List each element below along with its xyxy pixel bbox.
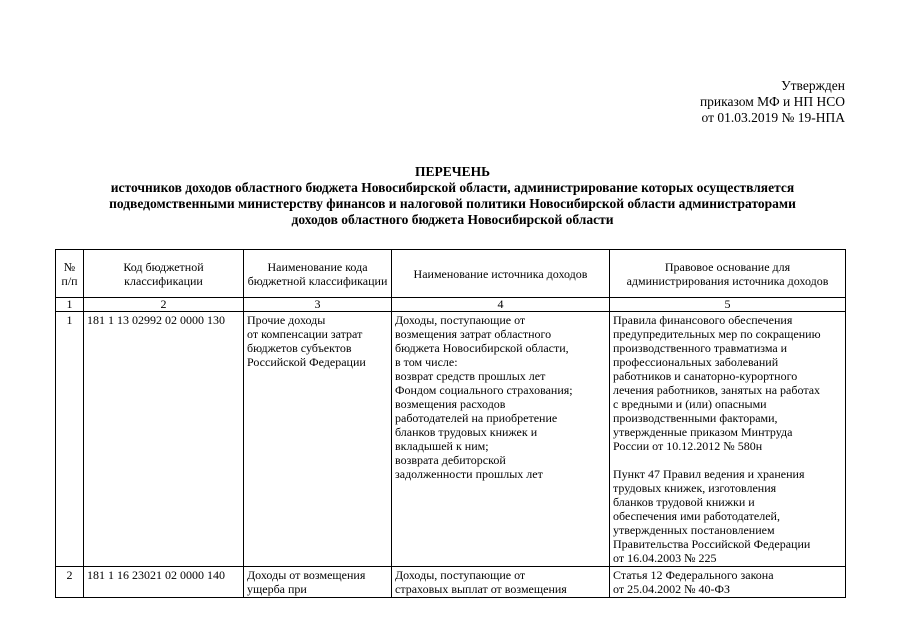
text-line: профессиональных заболеваний <box>613 355 779 369</box>
text-line: с вредными и (или) опасными <box>613 397 767 411</box>
text-line: от 25.04.2002 № 40-ФЗ <box>613 582 731 596</box>
text-line: бюджета Новосибирской области, <box>395 341 569 355</box>
text-line: бланков трудовой книжки и <box>613 495 755 509</box>
column-number: 4 <box>392 298 610 312</box>
text-line: вкладышей к ним; <box>395 439 489 453</box>
text-line: работодателей на приобретение <box>395 411 558 425</box>
text-line: Доходы от возмещения <box>247 568 366 582</box>
row-code: 181 1 13 02992 02 0000 130 <box>84 312 244 567</box>
approval-stamp <box>700 78 845 126</box>
income-sources-table <box>55 249 846 598</box>
document-heading <box>40 164 865 228</box>
text-line: предупредительных мер по сокращению <box>613 327 821 341</box>
text-line: Правила финансового обеспечения <box>613 313 793 327</box>
text-line: России от 10.12.2012 № 580н <box>613 439 763 453</box>
text-line: обеспечения ими работодателей, <box>613 509 780 523</box>
text-line: Доходы, поступающие от <box>395 313 526 327</box>
row-code: 181 1 16 23021 02 0000 140 <box>84 567 244 598</box>
text-line: от 16.04.2003 № 225 <box>613 551 717 565</box>
text-line: Пункт 47 Правил ведения и хранения <box>613 467 805 481</box>
text-line: утвержденные приказом Минтруда <box>613 425 793 439</box>
text-line: утвержденных постановлением <box>613 523 775 537</box>
row-legal-basis <box>610 567 846 598</box>
text-line: трудовых книжек, изготовления <box>613 481 777 495</box>
text-line: бюджетов субъектов <box>247 341 352 355</box>
approval-line: от 01.03.2019 № 19-НПА <box>701 110 845 125</box>
text-line: Российской Федерации <box>247 355 366 369</box>
header-source: Наименование источника доходов <box>392 250 610 298</box>
header-number: № п/п <box>56 250 84 298</box>
header-code-name: Наименование кода бюджетной классификации <box>244 250 392 298</box>
row-source <box>392 567 610 598</box>
text-line: возврата дебиторской <box>395 453 506 467</box>
row-legal-basis <box>610 312 846 567</box>
text-line: Статья 12 Федерального закона <box>613 568 774 582</box>
approval-line: Утвержден <box>781 78 845 93</box>
text-line: Прочие доходы <box>247 313 326 327</box>
row-source <box>392 312 610 567</box>
row-code-name <box>244 567 392 598</box>
text-line: Фондом социального страхования; <box>395 383 573 397</box>
text-line: страховых выплат от возмещения <box>395 582 567 596</box>
document-title: ПЕРЕЧЕНЬ <box>414 164 491 179</box>
text-line: производственного травматизма и <box>613 341 788 355</box>
column-number: 5 <box>610 298 846 312</box>
text-line: работников и санаторно-курортного <box>613 369 798 383</box>
row-number: 1 <box>56 312 84 567</box>
paragraph-gap <box>613 453 842 467</box>
table-header-row <box>56 250 846 298</box>
text-line: Правительства Российской Федерации <box>613 537 811 551</box>
text-line: задолженности прошлых лет <box>395 467 543 481</box>
column-number: 3 <box>244 298 392 312</box>
text-line: лечения работников, занятых на работах <box>613 383 821 397</box>
header-code: Код бюджетной классификации <box>84 250 244 298</box>
text-line: Доходы, поступающие от <box>395 568 526 582</box>
approval-line: приказом МФ и НП НСО <box>699 94 845 109</box>
text-line: в том числе: <box>395 355 458 369</box>
text-line: ущерба при <box>247 582 307 596</box>
row-number: 2 <box>56 567 84 598</box>
column-number: 1 <box>56 298 84 312</box>
column-numbers-row <box>56 298 846 312</box>
header-legal-basis: Правовое основание для администрирования источника доходов <box>610 250 846 298</box>
document-subtitle-line: доходов областного бюджета Новосибирской области <box>291 212 614 227</box>
text-line: возмещения затрат областного <box>395 327 552 341</box>
text-line: бланков трудовых книжек и <box>395 425 538 439</box>
document-subtitle-line: подведомственными министерству финансов и налоговой политики Новосибирской области администраторами <box>109 196 796 211</box>
text-line: производственными факторами, <box>613 411 778 425</box>
text-line: возмещения расходов <box>395 397 506 411</box>
text-line: возврат средств прошлых лет <box>395 369 546 383</box>
document-subtitle-line: источников доходов областного бюджета Новосибирской области, администрирование которых осуществляется <box>110 180 795 195</box>
table-row <box>56 567 846 598</box>
table-row <box>56 312 846 567</box>
text-line: от компенсации затрат <box>247 327 363 341</box>
column-number: 2 <box>84 298 244 312</box>
row-code-name <box>244 312 392 567</box>
